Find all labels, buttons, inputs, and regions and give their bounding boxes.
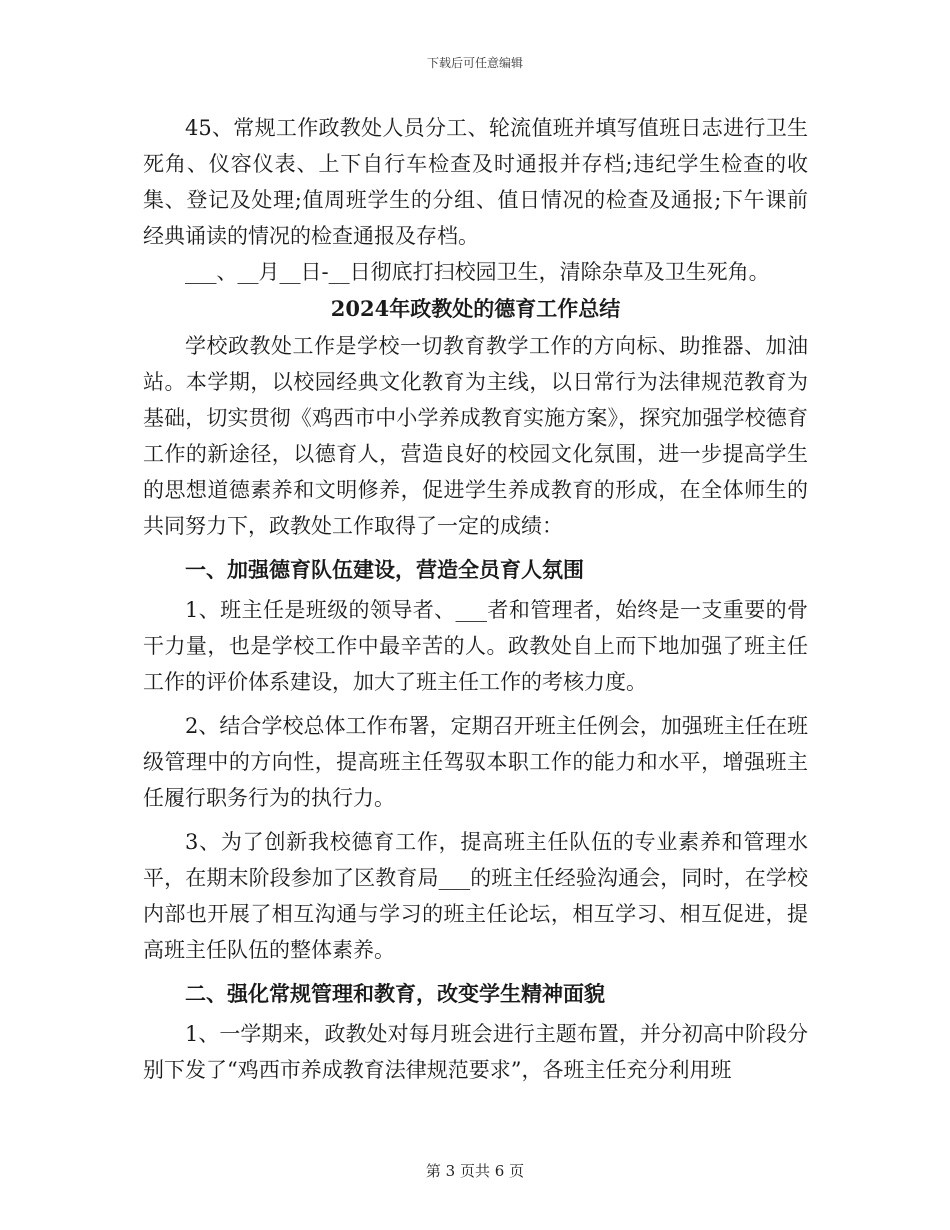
section-2-item: 1、一学期来，政教处对每月班会进行主题布置，并分初高中阶段分别下发了“鸡西市养成教育法律规范要求”，各班主任充分利用班	[143, 1022, 808, 1082]
section-1-item: 3、为了创新我校德育工作，提高班主任队伍的专业素养和管理水平，在期末阶段参加了区教育局___的班主任经验沟通会，同时，在学校内部也开展了相互沟通与学习的班主任论坛，相互学习、相互促进，提高班主任队伍的整体素养。	[143, 830, 808, 962]
page-header: 下载后可任意编辑	[426, 56, 523, 70]
page-number: 第 3 页共 6 页	[425, 1162, 525, 1180]
section-2-heading: 二、强化常规管理和教育，改变学生精神面貌	[185, 981, 605, 1006]
paragraph-45: 45、常规工作政教处人员分工、轮流值班并填写值班日志进行卫生死角、仪容仪表、上下自行车检查及时通报并存档;违纪学生检查的收集、登记及处理;值周班学生的分组、值日情况的检查及通报;下午课前经典诵读的情况的检查通报及存档。	[143, 116, 808, 248]
document-title: 2024年政教处的德育工作总结	[330, 296, 621, 321]
document-body	[143, 110, 808, 1096]
paragraph-cleanup: ___、__月__日-__日彻底打扫校园卫生，清除杂草及卫生死角。	[185, 260, 770, 284]
section-1-item: 1、班主任是班级的领导者、___者和管理者，始终是一支重要的骨干力量，也是学校工作中最辛苦的人。政教处自上而下地加强了班主任工作的评价体系建设，加大了班主任工作的考核力度。	[143, 598, 808, 694]
section-1-heading: 一、加强德育队伍建设，营造全员育人氛围	[185, 557, 584, 582]
section-1-item: 2、结合学校总体工作布署，定期召开班主任例会，加强班主任在班级管理中的方向性，提高班主任驾驭本职工作的能力和水平，增强班主任履行职务行为的执行力。	[143, 714, 808, 810]
intro-paragraph: 学校政教处工作是学校一切教育教学工作的方向标、助推器、加油站。本学期，以校园经典文化教育为主线，以日常行为法律规范教育为基础，切实贯彻《鸡西市中小学养成教育实施方案》，探究加强学校德育工作的新途径，以德育人，营造良好的校园文化氛围，进一步提高学生的思想道德素养和文明修养，促进学生养成教育的形成，在全体师生的共同努力下，政教处工作取得了一定的成绩：	[143, 334, 808, 538]
